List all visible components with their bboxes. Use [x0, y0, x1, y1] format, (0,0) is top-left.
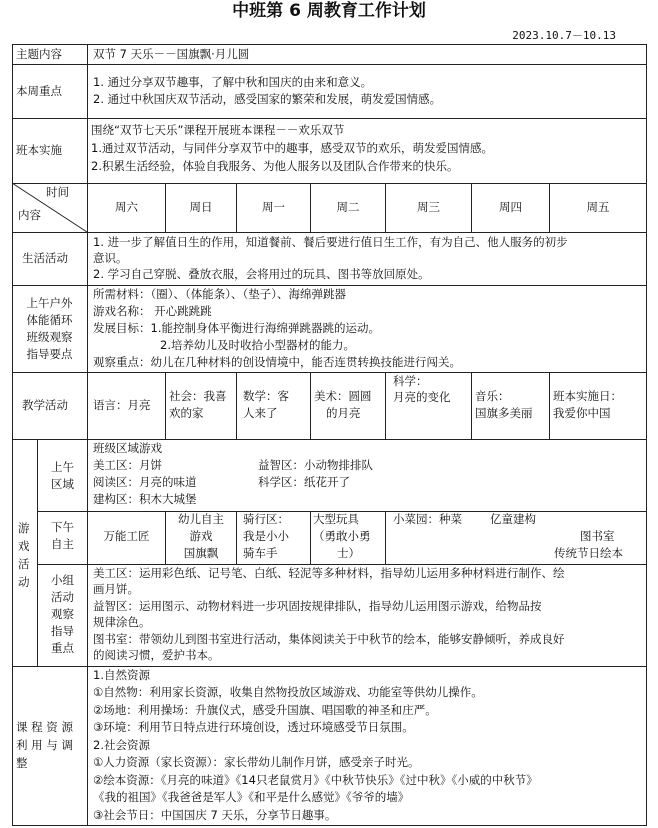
theme-value: 双节 7 天乐－－国旗飘·月儿圆 — [93, 47, 250, 61]
resources-line: ②场地：利用操场：升旗仪式，感受升国旗、唱国歌的神圣和庄严。 — [93, 703, 437, 717]
day-wed: 周三 — [417, 200, 440, 214]
teaching-item: 数学：客 — [243, 389, 289, 403]
resources-line: 1.自然资源 — [93, 668, 150, 682]
resources-line: ③社会节日：中国国庆 7 天乐，分享节日趣事。 — [93, 808, 337, 822]
day-sun: 周日 — [189, 200, 213, 214]
resources-label: 利 用 与 调 — [16, 738, 73, 752]
afternoon-item: 骑车手 — [243, 546, 278, 560]
morning-area-item: 科学区：纸花开了 — [258, 475, 350, 489]
morning-area-item: 阅读区：月亮的味道 — [93, 475, 197, 489]
day-fri: 周五 — [586, 200, 610, 214]
group-line: 画月饼。 — [93, 582, 139, 596]
life-line: 1. 进一步了解值日生的作用，知道餐前、餐后要进行值日生工作，有为自己、他人服务的初步 — [93, 235, 568, 249]
group-label: 指导 — [51, 624, 74, 638]
game-label-char: 动 — [18, 575, 30, 589]
afternoon-item: （勇敢小勇 — [313, 529, 371, 543]
group-label: 重点 — [51, 641, 74, 655]
resources-line: ①自然物：利用家长资源，收集自然物投放区域游戏、功能室等供幼儿操作。 — [93, 685, 483, 699]
afternoon-item: 小菜园：种菜 — [393, 512, 462, 526]
morning-area-label: 上午 — [51, 460, 74, 474]
day-tue: 周二 — [336, 200, 360, 214]
afternoon-item: 骑行区： — [243, 512, 289, 526]
group-line: 图书室：带领幼儿到图书室进行活动，集体阅读关于中秋节的绘本，能够安静倾听，养成良好 — [93, 632, 565, 646]
theme-label: 主题内容 — [16, 47, 62, 61]
life-line: 2. 学习自己穿脱、叠放衣服，会将用过的玩具、图书等放回原处。 — [93, 267, 430, 281]
group-label: 观察 — [51, 607, 74, 621]
afternoon-item: 幼儿自主 — [178, 512, 224, 526]
morning-area-item: 益智区：小动物排排队 — [258, 458, 373, 472]
outdoor-label-line: 体能循环 — [26, 313, 73, 327]
class-impl-line: 2.积累生活经验，体验自我服务、为他人服务以及团队合作带来的快乐。 — [91, 159, 459, 173]
group-line: 规律涂色。 — [93, 615, 151, 629]
teaching-item: 的月亮 — [326, 406, 361, 420]
teaching-item: 人来了 — [243, 406, 278, 420]
afternoon-item: 传统节日绘本 — [554, 546, 623, 560]
resources-label: 课 程 资 源 — [16, 720, 73, 734]
diag-content-label: 内容 — [18, 208, 41, 222]
teaching-item: 班本实施日： — [553, 389, 622, 403]
morning-area-item: 建构区：积木大城堡 — [93, 492, 197, 506]
focus-line: 2. 通过中秋国庆双节活动，感受国家的繁荣和发展，萌发爱国情感。 — [93, 92, 442, 106]
outdoor-line: 所需材料：（圈）、（体能条）、（垫子）、海绵弹跳器 — [93, 287, 346, 301]
resources-line: 《我的祖国》《我爸爸是军人》《和平是什么感觉》《爷爷的墙》 — [93, 790, 410, 804]
teaching-item: 月亮的变化 — [393, 390, 451, 404]
group-line: 的阅读习惯，爱护书本。 — [93, 648, 220, 662]
teaching-item: 美术：圆圆 — [314, 389, 372, 403]
class-impl-label: 班本实施 — [16, 143, 62, 157]
group-line: 益智区：运用图示、动物材料进一步巩固按规律排队，指导幼儿运用图示游戏，给物品按 — [93, 599, 542, 613]
outdoor-line: 2.培养幼儿及时收拾小型器材的能力。 — [160, 338, 355, 352]
morning-area-title: 班级区域游戏 — [93, 441, 162, 455]
resources-line: ①人力资源（家长资源）：家长带幼儿制作月饼，感受亲子时光。 — [93, 755, 420, 769]
afternoon-label: 自主 — [51, 537, 74, 551]
teaching-label: 教学活动 — [22, 398, 68, 412]
game-label-char: 活 — [18, 557, 30, 571]
focus-label: 本周重点 — [16, 84, 62, 98]
resources-line: 2.社会资源 — [93, 738, 150, 752]
afternoon-item: 士） — [337, 546, 360, 560]
teaching-item: 科学： — [393, 374, 428, 388]
teaching-item: 欢的家 — [169, 406, 204, 420]
afternoon-item: 国旗飘 — [183, 546, 219, 560]
morning-area-item: 美工区：月饼 — [93, 458, 162, 472]
diag-time-label: 时间 — [46, 185, 69, 199]
class-impl-line: 围绕“双节七天乐”课程开展班本课程－－欢乐双节 — [91, 123, 345, 137]
day-mon: 周一 — [262, 200, 285, 214]
outdoor-label-line: 上午户外 — [26, 296, 73, 310]
date-range: 2023.10.7－10.13 — [512, 29, 616, 42]
game-label-char: 戏 — [18, 539, 30, 553]
outdoor-label-line: 指导要点 — [26, 347, 73, 361]
page-title: 中班第 6 周教育工作计划 — [232, 1, 426, 21]
outdoor-label-line: 班级观察 — [26, 330, 73, 344]
resources-label: 整 — [16, 756, 28, 770]
life-line: 意识。 — [93, 251, 128, 265]
outdoor-line: 观察重点：幼儿在几种材料的创设情境中，能否连贯转换技能进行闯关。 — [93, 355, 461, 369]
group-label: 小组 — [51, 573, 74, 587]
afternoon-item: 大型玩具 — [313, 512, 359, 526]
afternoon-label: 下午 — [51, 520, 74, 534]
life-label: 生活活动 — [22, 251, 68, 265]
focus-line: 1. 通过分享双节趣事，了解中秋和国庆的由来和意义。 — [93, 75, 373, 89]
day-thu: 周四 — [499, 200, 522, 214]
afternoon-item: 我是小小 — [243, 529, 289, 543]
afternoon-item: 游戏 — [189, 529, 213, 543]
afternoon-item: 亿童建构 — [490, 512, 536, 526]
group-line: 美工区：运用彩色纸、记号笔、白纸、轻泥等多种材料，指导幼儿运用多种材料进行制作、绘 — [93, 566, 565, 580]
group-label: 活动 — [51, 590, 74, 604]
afternoon-item: 图书室 — [580, 529, 615, 543]
teaching-item: 我爱你中国 — [553, 406, 611, 420]
resources-line: ②绘本资源：《月亮的味道》《14只老鼠赏月》《中秋节快乐》《过中秋》《小威的中秋节》 — [93, 773, 538, 787]
outdoor-line: 游戏名称： 开心跳跳跳 — [93, 304, 212, 318]
outdoor-line: 发展目标：1.能控制身体平衡进行海绵弹跳器跳的运动。 — [93, 321, 380, 335]
morning-area-label: 区域 — [51, 477, 74, 491]
teaching-item: 语言：月亮 — [93, 398, 151, 412]
afternoon-item: 万能工匠 — [103, 529, 150, 543]
teaching-item: 国旗多美丽 — [475, 406, 533, 420]
teaching-item: 社会：我喜 — [169, 389, 227, 403]
resources-line: ③环境：利用节日特点进行环境创设，透过环境感受节日氛围。 — [93, 720, 414, 734]
day-sat: 周六 — [115, 200, 138, 214]
teaching-item: 音乐： — [475, 389, 510, 403]
class-impl-line: 1.通过双节活动，与同伴分享双节中的趣事，感受双节的欢乐，萌发爱国情感。 — [91, 141, 493, 155]
game-label-char: 游 — [18, 521, 30, 535]
